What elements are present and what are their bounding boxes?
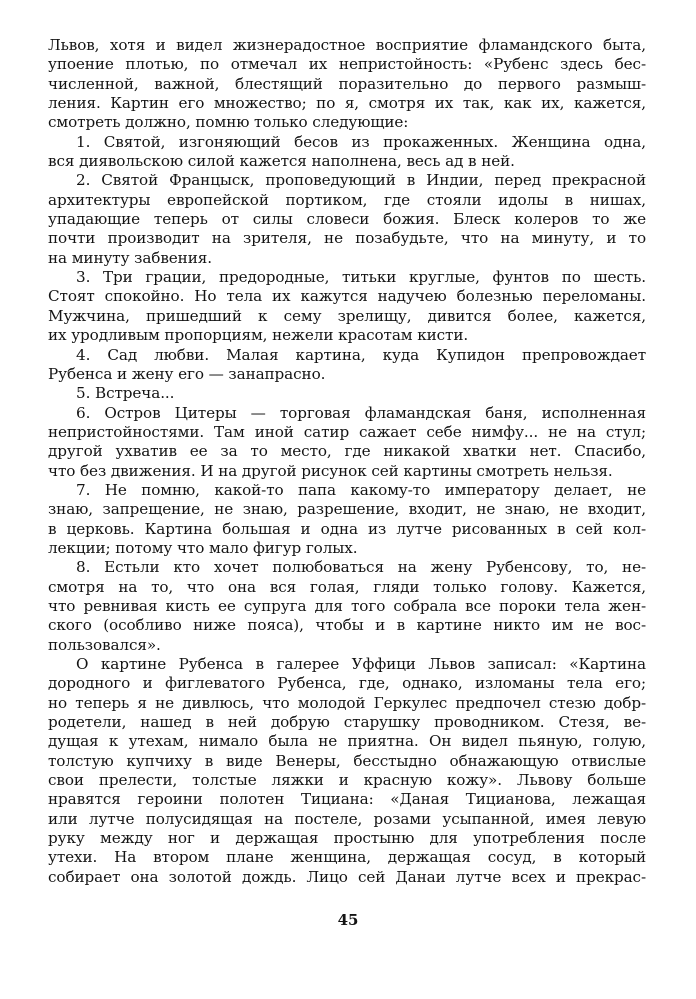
- text-line: руку между ног и держащая простыню для употребления после: [48, 829, 646, 848]
- text-line: почти производит на зрителя, не позабудьте, что на минуту, и то: [48, 229, 646, 248]
- page-number: 45: [337, 911, 359, 929]
- text-line: что ревнивая кисть ее супруга для того собрала все пороки тела жен-: [48, 596, 646, 615]
- text-line: 1. Святой, изгоняющий бесов из прокаженных. Женщина одна,: [76, 132, 646, 151]
- text-line: вся диявольскою силой кажется наполнена, весь ад в ней.: [48, 152, 515, 171]
- text-line: Рубенса и жену его — занапрасно.: [48, 364, 326, 383]
- text-line: численной, важной, блестящий поразительно до первого размыш-: [48, 74, 646, 93]
- text-line: собирает она золотой дождь. Лицо сей Данаи лутче всех и прекрас-: [48, 867, 646, 886]
- text-line: свои прелести, толстые ляжки и красную кожу». Львову больше: [48, 771, 646, 790]
- text-line: О картине Рубенса в галерее Уффици Львов записал: «Картина: [76, 655, 646, 673]
- text-line: архитектуры европейской портиком, где стояли идолы в нишах,: [48, 190, 646, 209]
- text-line: но теперь я не дивлюсь, что молодой Геркулес предпочел стезю добр-: [48, 693, 646, 712]
- text-line: утехи. На втором плане женщина, держащая сосуд, в который: [48, 848, 646, 867]
- text-line: смотреть должно, помню только следующие:: [48, 113, 409, 132]
- text-line: непристойностями. Там иной сатир сажает себе нимфу... не на стул;: [48, 422, 646, 441]
- text-line: на минуту забвения.: [48, 248, 212, 267]
- text-line: 5. Встреча...: [76, 384, 175, 403]
- text-line: лекции; потому что мало фигур голых.: [48, 538, 358, 557]
- text-line: упоение плотью, по отмечал их непристойность: «Рубенс здесь бес-: [48, 55, 646, 74]
- text-line: другой ухватив ее за то место, где никакой хватки нет. Спасибо,: [48, 442, 646, 461]
- text-line: родетели, нашед в ней добрую старушку проводником. Стезя, ве-: [48, 713, 646, 732]
- text-line: или лутче полусидящая на постеле, розами усыпанной, имея левую: [48, 809, 646, 828]
- text-line: толстую купчиху в виде Венеры, бесстыдно обнажающую отвислые: [48, 751, 646, 770]
- text-line: нравятся героини полотен Тициана: «Даная Тицианова, лежащая: [48, 790, 646, 809]
- text-line: ского (особливо ниже пояса), чтобы и в картине никто им не вос-: [48, 616, 646, 635]
- text-line: их уродливым пропорциям, нежели красотам кисти.: [48, 326, 469, 345]
- text-line: 8. Естьли кто хочет полюбоваться на жену Рубенсову, то, не-: [76, 558, 646, 577]
- text-line: 2. Святой Францыск, проповедующий в Индии, перед прекрасной: [76, 171, 646, 190]
- text-line: Львов, хотя и видел жизнерадостное восприятие фламандского быта,: [48, 36, 646, 54]
- text-line: Мужчина, пришедший к сему зрелищу, дивится более, кажется,: [48, 306, 646, 325]
- text-line: Стоят спокойно. Но тела их кажутся надучею болезнью переломаны.: [48, 287, 646, 306]
- text-line: 3. Три грации, предородные, титьки круглые, фунтов по шесть.: [76, 268, 646, 287]
- text-line: смотря на то, что она вся голая, гляди только голову. Кажется,: [48, 577, 646, 596]
- text-line: дородного и фиглеватого Рубенса, где, однако, изломаны тела его;: [48, 674, 646, 693]
- text-line: что без движения. И на другой рисунок сей картины смотреть нельзя.: [48, 461, 613, 480]
- page-body: [48, 36, 646, 887]
- text-line: упадающие теперь от силы словеси божия. Блеск колеров то же: [48, 210, 646, 229]
- text-line: в церковь. Картина большая и одна из лутче рисованных в сей кол-: [48, 519, 646, 538]
- text-line: 7. Не помню, какой-то папа какому-то императору делает, не: [76, 480, 646, 499]
- text-line: 6. Остров Цитеры — торговая фламандская баня, исполненная: [76, 403, 646, 422]
- text-line: дущая к утехам, нимало была не приятна. Он видел пьяную, голую,: [48, 732, 646, 751]
- text-line: ления. Картин его множество; по я, смотря их так, как их, кажется,: [48, 94, 646, 113]
- text-line: знаю, запрещение, не знаю, разрешение, входит, не знаю, не входит,: [48, 500, 646, 519]
- text-line: 4. Сад любви. Малая картина, куда Купидон препровождает: [76, 345, 646, 364]
- text-line: пользовался».: [48, 635, 161, 654]
